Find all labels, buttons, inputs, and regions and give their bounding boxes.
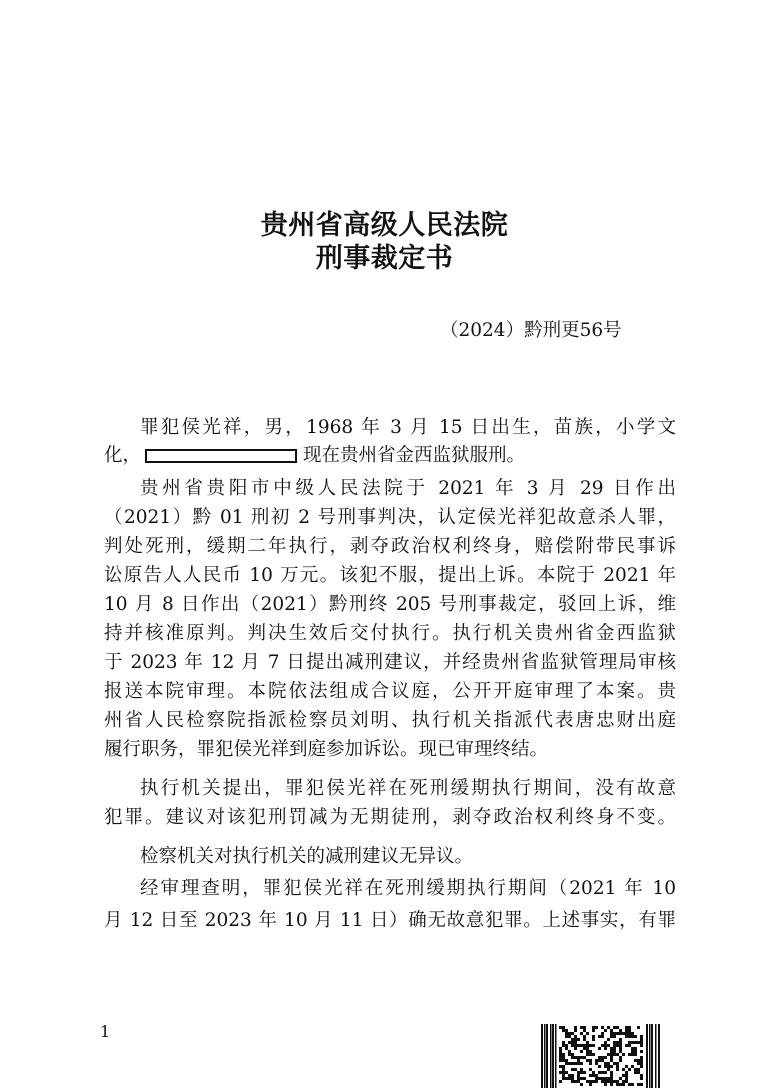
case-number: （2024）黔刑更56号 xyxy=(440,320,622,341)
body-line: 州省人民检察院指派检察员刘明、执行机关指派代表唐忠财出庭 xyxy=(104,710,676,731)
body-line: 讼原告人人民币 10 万元。该犯不服，提出上诉。本院于 2021 年 xyxy=(104,565,676,586)
document-type: 刑事裁定书 xyxy=(315,243,454,274)
body-line: 履行职务，罪犯侯光祥到庭参加诉讼。现已审理终结。 xyxy=(104,739,549,760)
body-text: 现在贵州省金西监狱服刑。 xyxy=(303,445,526,466)
court-name: 贵州省高级人民法院 xyxy=(260,210,509,241)
body-line: 执行机关提出，罪犯侯光祥在死刑缓期执行期间，没有故意 xyxy=(140,778,676,799)
body-line: 于 2023 年 12 月 7 日提出减刑建议，并经贵州省监狱管理局审核 xyxy=(104,652,676,673)
body-line: 罪犯侯光祥，男，1968 年 3 月 15 日出生，苗族，小学文 xyxy=(140,417,676,438)
body-line: 月 12 日至 2023 年 10 月 11 日）确无故意犯罪。上述事实，有罪 xyxy=(104,910,676,931)
body-line xyxy=(104,442,525,470)
body-line: 报送本院审理。本院依法组成合议庭，公开开庭审理了本案。贵 xyxy=(104,681,676,702)
body-line: 持并核准原判。判决生效后交付执行。执行机关贵州省金西监狱 xyxy=(104,623,676,644)
body-line: 检察机关对执行机关的减刑建议无异议。 xyxy=(140,846,474,867)
page-number: 1 xyxy=(100,1022,111,1041)
body-text: 化， xyxy=(104,445,142,466)
body-line: 经审理查明，罪犯侯光祥在死刑缓期执行期间（2021 年 10 xyxy=(140,878,676,899)
body-line: 判处死刑，缓期二年执行，剥夺政治权利终身，赔偿附带民事诉 xyxy=(104,536,676,557)
redaction-box xyxy=(145,449,297,463)
body-line: 10 月 8 日作出（2021）黔刑终 205 号刑事裁定，驳回上诉，维 xyxy=(104,594,676,615)
body-line: 犯罪。建议对该犯刑罚减为无期徒刑，剥夺政治权利终身不变。 xyxy=(104,807,676,828)
body-line: 贵州省贵阳市中级人民法院于 2021 年 3 月 29 日作出 xyxy=(140,478,676,499)
body-line: （2021）黔 01 刑初 2 号刑事判决，认定侯光祥犯故意杀人罪， xyxy=(104,507,676,528)
barcode-icon xyxy=(541,1024,661,1088)
